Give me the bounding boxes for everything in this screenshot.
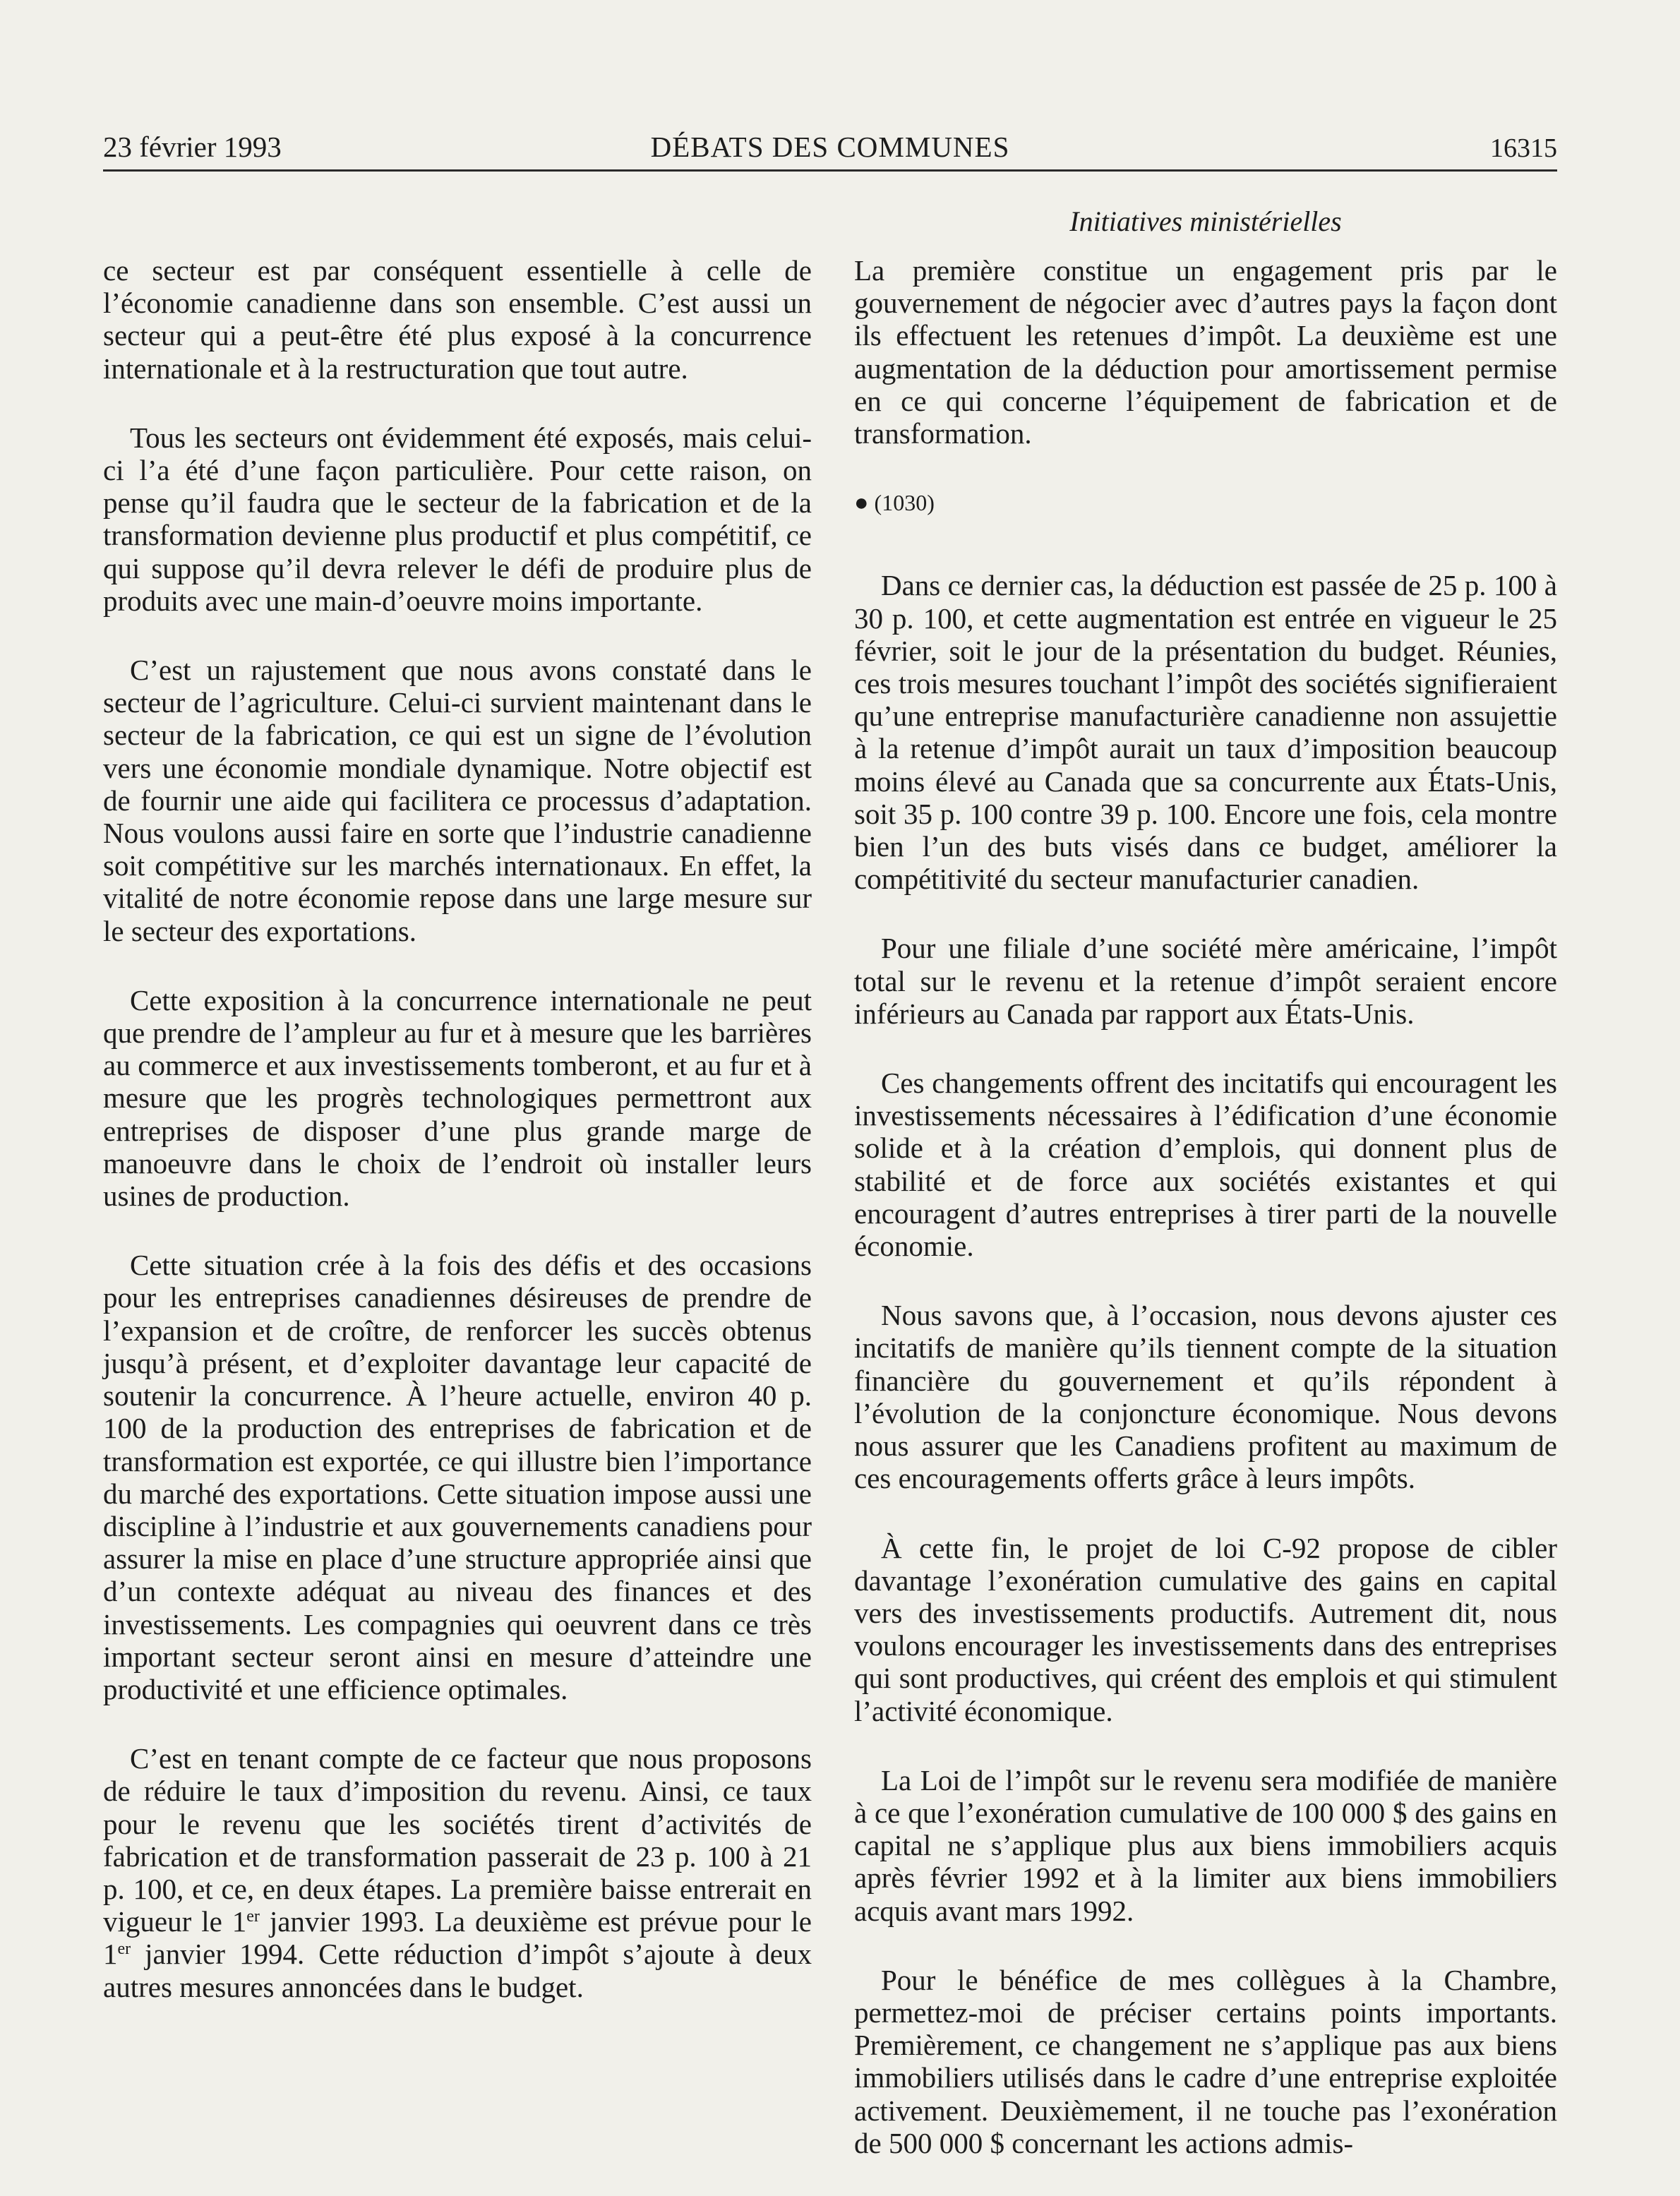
header-date: 23 février 1993 — [103, 131, 282, 163]
page-number: 16315 — [1490, 133, 1557, 163]
paragraph: Nous savons que, à l’occasion, nous devons ajuster ces incitatifs de manière qu’ils tiennent compte de la situation financière du gouvernement et qu’ils répondent à l’évolution de la conjoncture économique. Nous devons nous assurer que les Canadiens profitent au maximum de ces encouragements offerts grâce à leurs impôts. — [854, 1299, 1557, 1495]
paragraph: Tous les secteurs ont évidemment été exposés, mais celui-ci l’a été d’une façon particulière. Pour cette raison, on pense qu’il faudra que le secteur de la fabrication et de la transformation devienne plus productif et plus compétitif, ce qui suppose qu’il devra relever le défi de produire plus de produits avec une main-d’oeuvre moins importante. — [103, 421, 812, 617]
time-marker-text: (1030) — [874, 490, 935, 516]
paragraph-text: C’est en tenant compte de ce facteur que nous proposons de réduire le taux d’imposition du revenu. Ainsi, ce taux pour le revenu que les sociétés tirent d’activités de fabrication et de transformation passerait de 23 p. 100 à 21 p. 100, et ce, en deux étapes. La première baisse entrerait en vigueur le 1 — [103, 1742, 812, 1938]
paragraph: La première constitue un engagement pris par le gouvernement de négocier avec d’autres pays la façon dont ils effectuent les retenues d’impôt. La deuxième est une augmentation de la déduction pour amortissement permise en ce qui concerne l’équipement de fabrication et de transformation. — [854, 254, 1557, 450]
paragraph: Pour le bénéfice de mes collègues à la Chambre, permettez-moi de préciser certains points importants. Premièrement, ce changement ne s’applique pas aux biens immobiliers utilisés dans le cadre d’une entreprise exploitée activement. Deuxièmement, il ne touche pas l’exonération de 500 000 $ concernant les actions admis- — [854, 1963, 1557, 2159]
paragraph — [103, 1742, 812, 2003]
paragraph: ce secteur est par conséquent essentielle à celle de l’économie canadienne dans son ensemble. C’est aussi un secteur qui a peut-être été plus exposé à la concurrence internationale et à la restructuration que tout autre. — [103, 254, 812, 385]
paragraph: Pour une filiale d’une société mère américaine, l’impôt total sur le revenu et la retenue d’impôt seraient encore inférieurs au Canada par rapport aux États-Unis. — [854, 932, 1557, 1030]
header-title: DÉBATS DES COMMUNES — [650, 131, 1010, 163]
paragraph-text: janvier 1993. La deuxième est prévue pour le 1 — [103, 1905, 812, 1971]
time-marker — [854, 486, 1557, 520]
paragraph: C’est un rajustement que nous avons constaté dans le secteur de l’agriculture. Celui-ci survient maintenant dans le secteur de la fabrication, ce qui est un signe de l’évolution vers une économie mondiale dynamique. Notre objectif est de fournir une aide qui facilitera ce processus d’adaptation. Nous voulons aussi faire en sorte que l’industrie canadienne soit compétitive sur les marchés internationaux. En effet, la vitalité de notre économie repose dans une large mesure sur le secteur des exportations. — [103, 654, 812, 947]
superscript: er — [246, 1907, 260, 1926]
paragraph: Ces changements offrent des incitatifs qui encouragent les investissements nécessaires à l’édification d’une économie solide et à la création d’emplois, qui donnent plus de stabilité et de force aux sociétés existantes et qui encouragent d’autres entreprises à tirer parti de la nouvelle économie. — [854, 1067, 1557, 1263]
paragraph-text: janvier 1994. Cette réduction d’impôt s’ajoute à deux autres mesures annoncées dans le budget. — [103, 1938, 812, 2003]
superscript: er — [117, 1940, 131, 1959]
right-column — [854, 254, 1557, 2196]
running-head: Initiatives ministérielles — [1069, 205, 1342, 237]
paragraph: La Loi de l’impôt sur le revenu sera modifiée de manière à ce que l’exonération cumulative de 100 000 $ des gains en capital ne s’applique plus aux biens immobiliers acquis après février 1992 et à la limiter aux biens immobiliers acquis avant mars 1992. — [854, 1763, 1557, 1927]
page-header — [103, 128, 1557, 172]
left-column — [103, 254, 812, 2040]
paragraph: Cette exposition à la concurrence internationale ne peut que prendre de l’ampleur au fur et à mesure que les barrières au commerce et aux investissements tomberont, et au fur et à mesure que les progrès technologiques permettront aux entreprises de disposer d’une plus grande marge de manoeuvre dans le choix de l’endroit où installer leurs usines de production. — [103, 983, 812, 1213]
paragraph: À cette fin, le projet de loi C-92 propose de cibler davantage l’exonération cumulative des gains en capital vers des investissements productifs. Autrement dit, nous voulons encourager les investissements dans des entreprises qui sont productives, qui créent des emplois et qui stimulent l’activité économique. — [854, 1531, 1557, 1727]
bullet-icon: ● — [854, 490, 869, 517]
paragraph: Cette situation crée à la fois des défis et des occasions pour les entreprises canadiennes désireuses de prendre de l’expansion et de croître, de renforcer les succès obtenus jusqu’à présent, et d’exploiter davantage leur capacité de soutenir la concurrence. À l’heure actuelle, environ 40 p. 100 de la production des entreprises de fabrication et de transformation est exportée, ce qui illustre bien l’importance du marché des exportations. Cette situation impose aussi une discipline à l’industrie et aux gouvernements canadiens pour assurer la mise en place d’une structure appropriée ainsi que d’un contexte adéquat au niveau des finances et des investissements. Les compagnies qui oeuvrent dans ce très important secteur seront ainsi en mesure d’atteindre une productivité et une efficience optimales. — [103, 1249, 812, 1705]
paragraph: Dans ce dernier cas, la déduction est passée de 25 p. 100 à 30 p. 100, et cette augmentation est entrée en vigueur le 25 février, soit le jour de la présentation du budget. Réunies, ces trois mesures touchant l’impôt des sociétés signifieraient qu’une entreprise manufacturière canadienne non assujettie à la retenue d’impôt aurait un taux d’imposition beaucoup moins élevé au Canada que sa concurrente aux États-Unis, soit 35 p. 100 contre 39 p. 100. Encore une fois, cela montre bien l’un des buts visés dans ce budget, améliorer la compétitivité du secteur manufacturier canadien. — [854, 569, 1557, 896]
